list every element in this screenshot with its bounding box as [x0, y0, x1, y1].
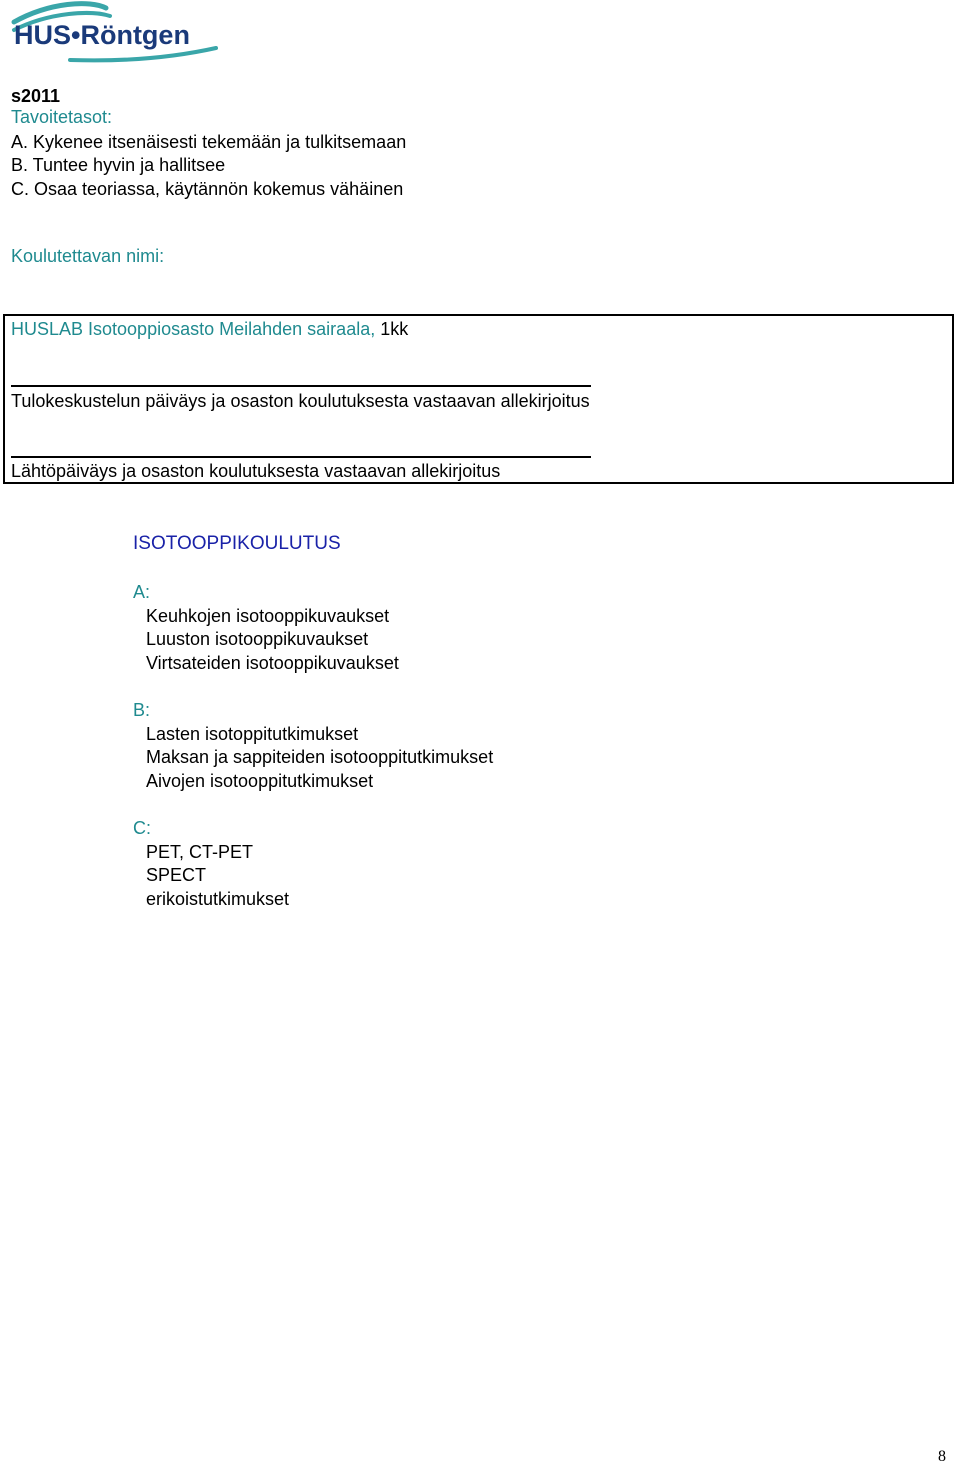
list-item: Maksan ja sappiteiden isotooppitutkimukset: [146, 747, 494, 767]
list-item: Virtsateiden isotooppikuvaukset: [146, 653, 399, 673]
signature-line-2[interactable]: [11, 456, 591, 458]
trainee-name-label: Koulutettavan nimi:: [11, 246, 165, 266]
signature-label-2: Lähtöpäiväys ja osaston koulutuksesta vastaavan allekirjoitus: [11, 461, 501, 481]
signature-label-1: Tulokeskustelun päiväys ja osaston koulutuksesta vastaavan allekirjoitus: [11, 391, 590, 411]
unit-line: [11, 318, 408, 340]
hus-rontgen-logo: [10, 0, 220, 66]
goal-a: A. Kykenee itsenäisesti tekemään ja tulkitsemaan: [11, 132, 407, 152]
unit-duration: 1kk: [380, 319, 409, 339]
list-item: Keuhkojen isotooppikuvaukset: [146, 606, 390, 626]
training-title: ISOTOOPPIKOULUTUS: [133, 533, 341, 554]
list-item: Lasten isotoppitutkimukset: [146, 724, 359, 744]
category-a-label: A:: [133, 582, 151, 602]
list-item: SPECT: [146, 865, 207, 885]
list-item: Aivojen isotooppitutkimukset: [146, 771, 374, 791]
logo-text: HUS•Röntgen: [14, 20, 190, 50]
list-item: PET, CT-PET: [146, 842, 254, 862]
goals-title: Tavoitetasot:: [11, 107, 113, 127]
unit-name: HUSLAB Isotooppiosasto Meilahden sairaala,: [11, 319, 376, 339]
signature-line-1[interactable]: [11, 385, 591, 387]
category-b-label: B:: [133, 700, 151, 720]
page-number: 8: [938, 1448, 946, 1465]
list-item: Luuston isotooppikuvaukset: [146, 629, 369, 649]
category-c-label: C:: [133, 818, 151, 838]
goal-c: C. Osaa teoriassa, käytännön kokemus vähäinen: [11, 179, 404, 199]
goal-b: B. Tuntee hyvin ja hallitsee: [11, 155, 226, 175]
list-item: erikoistutkimukset: [146, 889, 290, 909]
document-code: s2011: [11, 86, 61, 106]
